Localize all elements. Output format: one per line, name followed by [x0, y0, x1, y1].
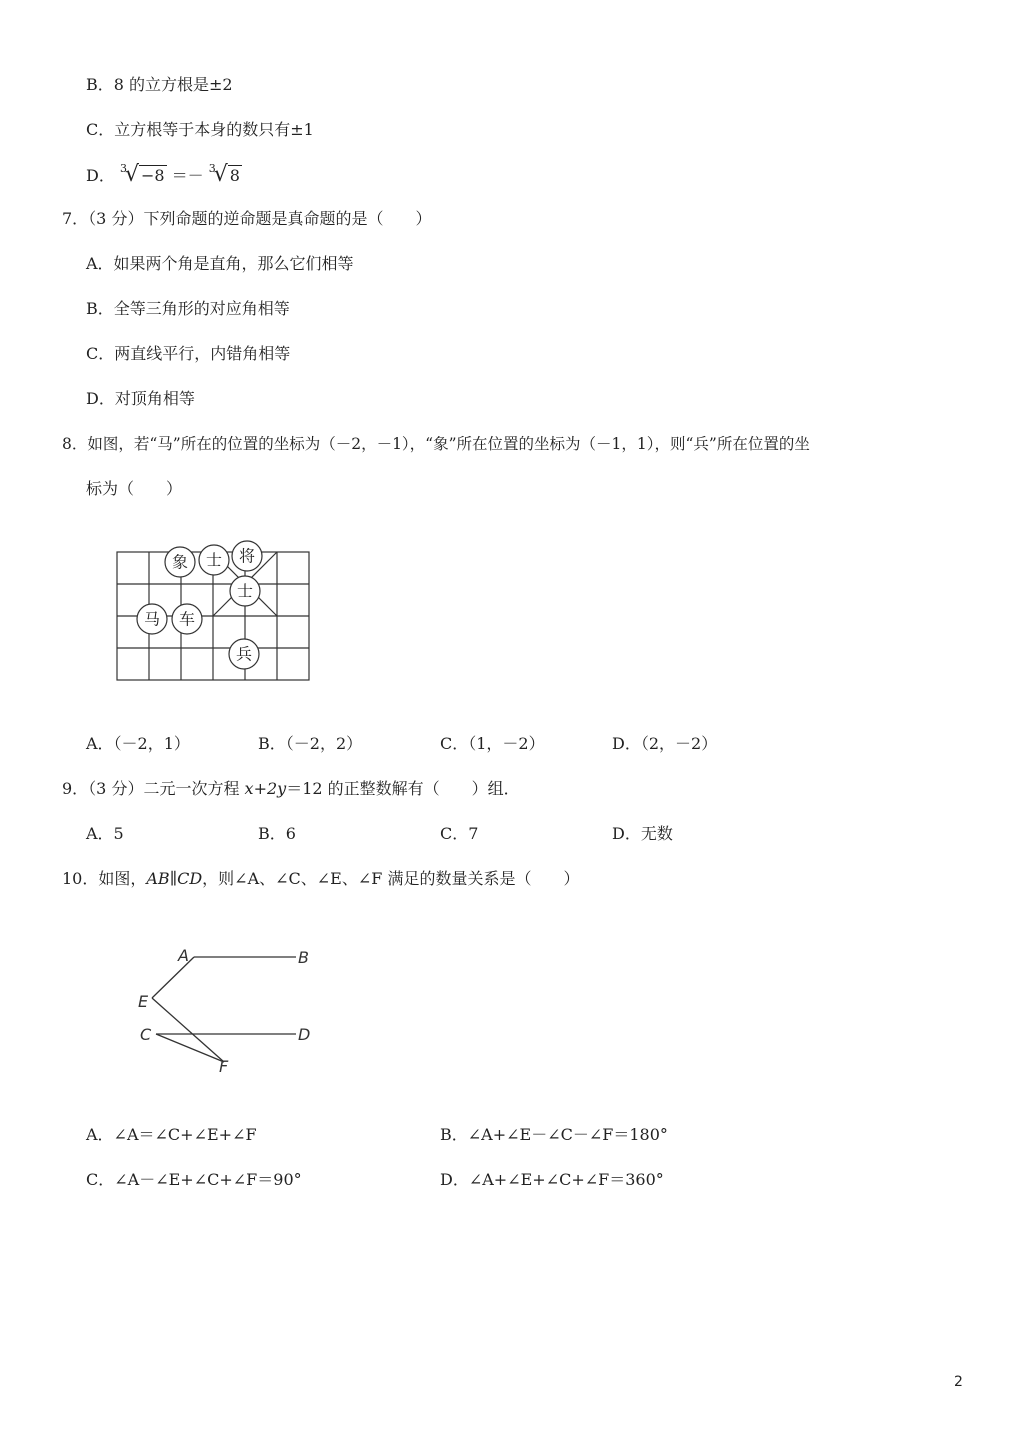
- piece-xiang-label: 象: [171, 552, 189, 572]
- cube-root-index: 3: [208, 162, 216, 175]
- piece-shi-label: 士: [236, 581, 254, 601]
- page-number: 2: [954, 1374, 963, 1390]
- q7-stem: 7．（3 分）下列命题的逆命题是真命题的是（ ）: [62, 209, 432, 228]
- point-label-f: F: [219, 1057, 229, 1076]
- piece-che-label: 车: [178, 609, 196, 629]
- q9-option-b: B．6: [258, 824, 296, 843]
- q10-option-a: A．∠A＝∠C+∠E+∠F: [86, 1125, 257, 1144]
- q8-stem-line2: 标为（ ）: [86, 479, 183, 498]
- q10-parallel-condition: AB∥CD: [146, 869, 203, 888]
- cube-root-index: 3: [119, 162, 127, 175]
- q8-option-b: B．（－2，2）: [258, 734, 363, 753]
- piece-bing-label: 兵: [235, 644, 253, 664]
- piece-shi-top-label: 士: [205, 550, 223, 570]
- radical-sign-icon: √: [213, 162, 228, 187]
- q8-option-a: A．（－2，1）: [86, 734, 190, 753]
- q6-option-d-label: D．: [86, 166, 115, 185]
- q9-option-a: A．5: [86, 824, 124, 843]
- piece-ma-label: 马: [143, 609, 161, 629]
- q8-option-c: C．（1，－2）: [440, 734, 545, 753]
- q10-stem: [62, 868, 579, 890]
- parallel-lines-figure: [130, 940, 330, 1080]
- point-label-d: D: [298, 1025, 311, 1044]
- equals-minus: ＝－: [171, 166, 204, 185]
- q10-option-b: B．∠A+∠E－∠C－∠F＝180°: [440, 1125, 668, 1144]
- q9-option-c: C．7: [440, 824, 479, 843]
- q7-option-d: D．对顶角相等: [86, 389, 195, 408]
- radicand: 8: [229, 166, 240, 185]
- q6-option-c: C．立方根等于本身的数只有±1: [86, 120, 314, 139]
- q6-option-d: [86, 164, 242, 189]
- q7-option-a: A．如果两个角是直角，那么它们相等: [86, 254, 354, 273]
- q10-stem-suffix: ，则∠A、∠C、∠E、∠F 满足的数量关系是（ ）: [202, 869, 580, 888]
- q9-option-d: D．无数: [612, 824, 673, 843]
- q8-option-d: D．（2，－2）: [612, 734, 718, 753]
- q9-stem-prefix: 9．（3 分）二元一次方程: [62, 779, 245, 798]
- radical-sign-icon: √: [124, 162, 139, 187]
- q10-stem-prefix: 10．如图，: [62, 869, 147, 888]
- q8-stem-line1: 8．如图，若“马”所在的位置的坐标为（－2，－1），“象”所在位置的坐标为（－1，1），则“兵”所在位置的坐: [62, 435, 810, 453]
- point-label-a: A: [178, 946, 189, 965]
- q7-option-b: B．全等三角形的对应角相等: [86, 299, 290, 318]
- q9-stem-suffix: ＝12 的正整数解有（ ）组．: [286, 779, 520, 798]
- piece-jiang-label: 将: [238, 546, 256, 566]
- radicand: −8: [140, 166, 165, 185]
- point-label-e: E: [138, 992, 149, 1011]
- point-label-b: B: [298, 948, 309, 967]
- q10-option-c: C．∠A－∠E+∠C+∠F＝90°: [86, 1170, 302, 1189]
- point-label-c: C: [140, 1025, 152, 1044]
- q9-equation: x+2y: [244, 779, 287, 798]
- q6-option-b: B．8 的立方根是±2: [86, 75, 233, 94]
- chess-board-figure: [110, 538, 315, 684]
- q7-option-c: C．两直线平行，内错角相等: [86, 344, 291, 363]
- q10-option-d: D．∠A+∠E+∠C+∠F＝360°: [440, 1170, 664, 1189]
- q9-stem: [62, 778, 520, 800]
